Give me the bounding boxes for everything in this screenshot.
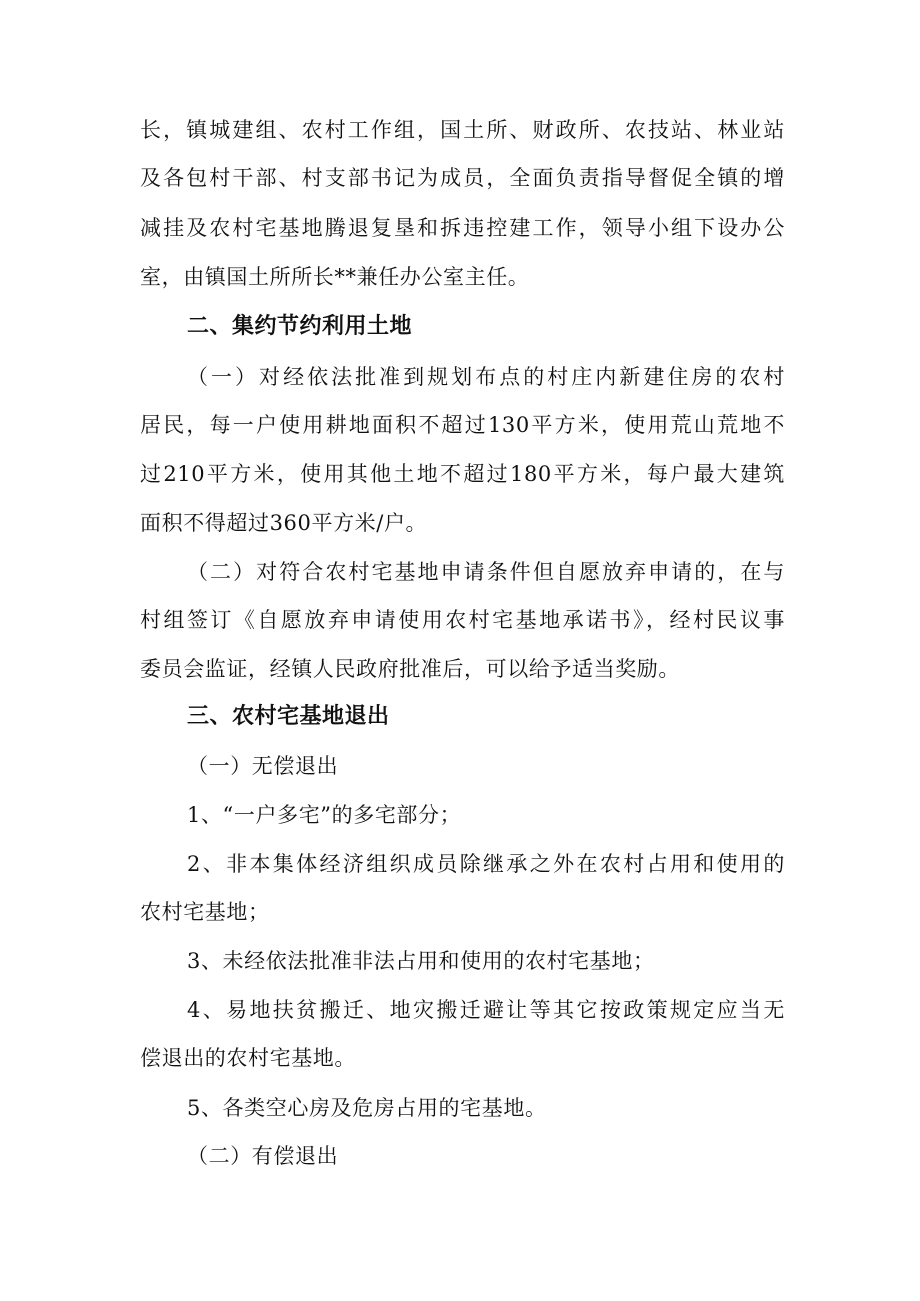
section-heading: 二、集约节约利用土地 [187, 314, 413, 339]
paragraph-line: 村组签订《自愿放弃申请使用农村宅基地承诺书》，经村民议事 [140, 608, 785, 632]
list-item: 2、非本集体经济组织成员除继承之外在农村占用和使用的 [187, 852, 785, 876]
paragraph-line: （二）对符合农村宅基地申请条件但自愿放弃申请的，在与 [187, 560, 785, 584]
subsection-heading: （一）无偿退出 [187, 754, 339, 778]
list-item: 4、易地扶贫搬迁、地灾搬迁避让等其它按政策规定应当无 [187, 998, 785, 1022]
list-item: 5、各类空心房及危房占用的宅基地。 [187, 1096, 547, 1120]
paragraph-line: 过210平方米，使用其他土地不超过180平方米，每户最大建筑 [140, 462, 785, 486]
paragraph-line: 长，镇城建组、农村工作组，国土所、财政所、农技站、林业站 [140, 118, 785, 142]
list-item: 1、“一户多宅”的多宅部分； [187, 803, 462, 827]
list-item: 3、未经依法批准非法占用和使用的农村宅基地； [187, 949, 655, 973]
list-item-continuation: 农村宅基地； [140, 900, 270, 924]
paragraph-line: 室，由镇国土所所长**兼任办公室主任。 [140, 265, 530, 289]
paragraph-line: 及各包村干部、村支部书记为成员，全面负责指导督促全镇的增 [140, 166, 785, 190]
paragraph-line: 减挂及农村宅基地腾退复垦和拆违控建工作，领导小组下设办公 [140, 216, 785, 240]
paragraph-line: 委员会监证，经镇人民政府批准后，可以给予适当奖励。 [140, 657, 680, 681]
subsection-heading: （二）有偿退出 [187, 1144, 339, 1168]
paragraph-line: 居民，每一户使用耕地面积不超过130平方米，使用荒山荒地不 [140, 413, 785, 437]
section-heading: 三、农村宅基地退出 [187, 704, 390, 729]
list-item-continuation: 偿退出的农村宅基地。 [140, 1046, 356, 1070]
paragraph-line: 面积不得超过360平方米/户。 [140, 511, 428, 535]
paragraph-line: （一）对经依法批准到规划布点的村庄内新建住房的农村 [187, 365, 785, 389]
